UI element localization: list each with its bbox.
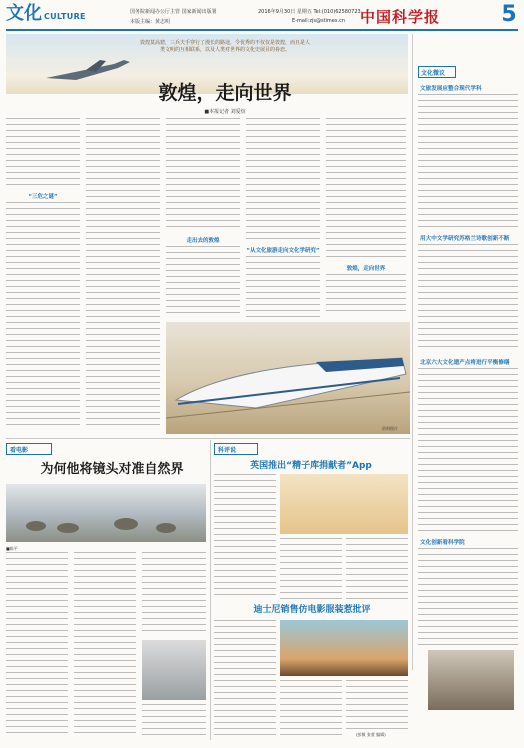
sidebar-photo <box>428 650 514 710</box>
film-top-photo <box>6 484 206 542</box>
main-col-1a <box>6 118 80 188</box>
tech-app-photo <box>280 474 408 534</box>
sidebar-item-4-title: 文化创新看科学院 <box>420 540 465 546</box>
film-col-3a <box>142 552 206 636</box>
sidebar-label: 文化微议 <box>421 70 446 77</box>
film-col-3b <box>142 704 206 738</box>
header-email: E-mail:zjs@stimes.cn <box>292 18 345 24</box>
main-col-4b <box>246 256 320 318</box>
main-col-4a <box>246 118 320 242</box>
tech-story1-title: 英国推出“精子库捐献者”App <box>250 461 372 471</box>
main-col-5b <box>326 274 406 316</box>
tech-label: 科评说 <box>218 447 237 454</box>
tech1-col-1 <box>214 474 276 600</box>
film-title: 为何他将镜头对准自然界 <box>40 462 184 477</box>
tech1-col-3 <box>346 538 408 600</box>
section-title-en: CULTURE <box>44 12 86 21</box>
section-logo <box>6 4 86 27</box>
tech-divider <box>210 440 211 740</box>
subhead-4: 敦煌，走向世界 <box>346 266 386 272</box>
sidebar-item-1-title: 文旅发展应整合现代学科 <box>420 86 482 92</box>
tech2-col-1 <box>214 620 276 738</box>
tech-story2-title: 迪士尼销售仿电影服装惹批评 <box>253 605 371 615</box>
subhead-3: “从文化旅游走向文化学研究” <box>246 248 320 254</box>
tech2-col-3 <box>346 680 408 730</box>
section-title-cn: 文化 <box>6 3 42 24</box>
page-number: 5 <box>501 2 517 27</box>
sidebar-item-2-title: 用大中文学研究苏格兰诗歌创新不断 <box>420 236 510 242</box>
tech-credit: (彭敏 张萱 编辑) <box>356 732 386 737</box>
main-col-3b <box>166 246 240 318</box>
subhead-1: “三危之谜” <box>28 194 58 200</box>
header-date: 2016年9月30日 星期五 Tel:(010)62580723 <box>258 9 361 15</box>
subhead-2: 走出去的敦煌 <box>186 238 220 244</box>
sidebar-item-1-body <box>418 94 518 228</box>
film-label: 看电影 <box>10 447 29 454</box>
animals-icon <box>6 484 206 542</box>
train-icon <box>166 322 410 434</box>
header-meta-2: 本版主编：黄志明 <box>130 19 171 25</box>
sidebar-item-3-title: 北京六大文化遗产点将进行平衡修缮 <box>420 360 510 366</box>
main-byline: ■本报记者 刘爱煊 <box>204 109 246 115</box>
sidebar-item-2-body <box>418 244 518 352</box>
header-rule <box>6 29 518 31</box>
main-lede: 敦煌莫高窟，三兵夫手穿行了漫长的路途，令优秀的不仅仅是敦煌，而且是人类文明的互相联系，以及人类对世界的文化史展目的眷恋。 <box>140 40 311 53</box>
sidebar-item-4-body <box>418 548 518 648</box>
train-photo <box>166 322 410 434</box>
film-col-1 <box>6 552 68 738</box>
sidebar-item-3-body <box>418 368 518 532</box>
main-col-5a <box>326 118 406 260</box>
main-title: 敦煌，走向世界 <box>158 82 292 104</box>
middle-rule <box>6 438 410 439</box>
sidebar-divider <box>412 34 413 670</box>
main-col-1b <box>6 202 80 430</box>
photo-credit: 资料图片 <box>382 426 398 431</box>
header-meta-1: 国务院新闻办公厅主管 国家新闻出版署 <box>130 9 217 15</box>
tech-moana-photo <box>280 620 408 676</box>
tech2-col-2 <box>280 680 342 738</box>
main-col-3a <box>166 118 240 230</box>
film-byline: ■陈平 <box>6 546 18 551</box>
tech1-col-2 <box>280 538 342 600</box>
film-bottom-photo <box>142 640 206 700</box>
film-col-2 <box>74 552 136 738</box>
newspaper-name: 中国科学报 <box>360 8 441 26</box>
main-col-2 <box>86 118 160 430</box>
